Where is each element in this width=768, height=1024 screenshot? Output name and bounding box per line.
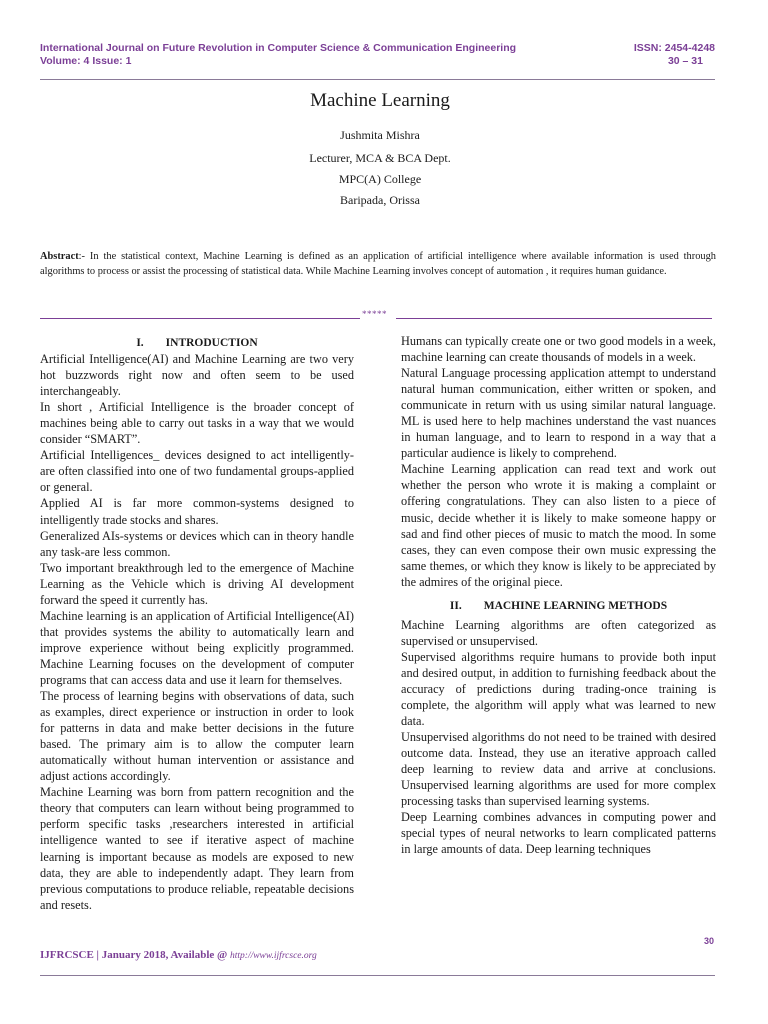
- abstract: [40, 249, 716, 279]
- section-title: MACHINE LEARNING METHODS: [483, 599, 668, 612]
- author-name: Jushmita Mishra: [340, 128, 420, 142]
- page-number: 30: [704, 936, 715, 946]
- footer: [40, 949, 317, 961]
- paragraph: Machine learning is an application of Artificial Intelligence(AI) that provides systems the ability to automatically learn and improve experience without being explicitly programmed. Machine Learning focuses on the development of computer programs that can access data and use it learn for themselves.: [40, 608, 354, 687]
- paragraph: Two important breakthrough led to the emergence of Machine Learning as the Vehicle which is driving AI development forward the speed it currently has.: [40, 560, 354, 607]
- paragraph: Artificial Intelligence(AI) and Machine Learning are two very hot buzzwords right now and often seem to be used interchangeably.: [40, 352, 354, 399]
- volume-issue: Volume: 4 Issue: 1: [40, 55, 132, 67]
- footer-url[interactable]: http://www.ijfrcsce.org: [230, 951, 317, 961]
- page-range: 30 – 31: [667, 55, 703, 67]
- paragraph: Unsupervised algorithms do not need to be trained with desired outcome data. Instead, they use an iterative approach called deep learning to review data and arrive at conclusions. Unsupervised learning algorithms are used for more complex processing tasks than supervised learning systems.: [401, 730, 716, 809]
- abstract-label: Abstract: [40, 251, 79, 262]
- paragraph: Machine Learning algorithms are often categorized as supervised or unsupervised.: [401, 617, 716, 648]
- separator-stars: *****: [362, 309, 387, 319]
- header-rule: [40, 79, 715, 80]
- paragraph: The process of learning begins with observations of data, such as examples, direct experience or instruction in order to look for patterns in data and make better decisions in the future based. The primary aim is to allow the computer learn automatically without human intervention or assistance and adjust actions accordingly.: [40, 689, 354, 784]
- issn: ISSN: 2454-4248: [633, 42, 715, 54]
- abstract-text: :- In the statistical context, Machine Learning is defined as an application of artificial intelligence where available information is used through algorithms to process or assist the processing of statistical data. While Machine Learning involves concept of automation , it requires human guidance.: [40, 251, 716, 278]
- paragraph: Artificial Intelligences_ devices designed to act intelligently-are often classified into one of two fundamental groups-applied or general.: [40, 448, 354, 495]
- section-number: II.: [449, 599, 462, 612]
- section-number: I.: [136, 337, 144, 349]
- paragraph: Supervised algorithms require humans to provide both input and desired output, in addition to furnishing feedback about the accuracy of predictions during trading-once training is complete, the algorithm will apply what was learned to new data.: [401, 649, 716, 729]
- paragraph: In short , Artificial Intelligence is the broader concept of machines being able to carry out tasks in a way that we would consider “SMART”.: [40, 400, 354, 447]
- author-college: MPC(A) College: [338, 172, 422, 186]
- paragraph: Natural Language processing application attempt to understand natural human communication, either written or spoken, and communicate in return with us using similar natural language. ML is used here to help machines understand the vast nuances in human language, and to learn to respond in a way that a particular audience is likely to comprehend.: [401, 366, 716, 461]
- paragraph: Deep Learning combines advances in computing power and special types of neural networks to learn complicated patterns in large amounts of data. Deep learning techniques: [401, 810, 716, 857]
- section-heading-methods: [401, 598, 716, 614]
- abstract-separator: [40, 310, 712, 322]
- paper-title: Machine Learning: [310, 90, 450, 111]
- journal-name: International Journal on Future Revolution in Computer Science & Communication Engineering: [40, 42, 517, 54]
- paragraph: Humans can typically create one or two good models in a week, machine learning can create thousands of models in a week.: [401, 334, 716, 365]
- section-title: INTRODUCTION: [165, 337, 258, 349]
- paragraph: Applied AI is far more common-systems designed to intelligently trade stocks and shares.: [40, 496, 354, 527]
- running-header: [40, 42, 715, 68]
- footer-journal: IJFRCSCE | January 2018, Available @: [40, 949, 230, 961]
- right-column: [401, 333, 716, 858]
- author-location: Baripada, Orissa: [340, 193, 420, 207]
- paragraph: Generalized AIs-systems or devices which can in theory handle any task-are less common.: [40, 528, 354, 559]
- section-heading-introduction: [40, 335, 354, 351]
- left-column: [40, 335, 354, 913]
- paragraph: Machine Learning application can read text and work out whether the person who wrote it is making a complaint or offering congratulations. They can also listen to a piece of music, decide whether it is likely to make someone happy or sad and find other pieces of music to match the mood. In some cases, they can even compose their own music expressing the same themes, or which they know is likely to be appreciated by the admires of the original piece.: [401, 462, 716, 589]
- footer-rule: [40, 975, 715, 976]
- paragraph: Machine Learning was born from pattern recognition and the theory that computers can learn without being programmed to perform specific tasks ,researchers interested in artificial intelligence wanted to see if iterative aspect of machine learning is important because as models are exposed to new data, they are able to independently adapt. They learn from previous computations to produce reliable, repeatable decisions and resets.: [40, 785, 354, 912]
- author-position: Lecturer, MCA & BCA Dept.: [309, 151, 451, 165]
